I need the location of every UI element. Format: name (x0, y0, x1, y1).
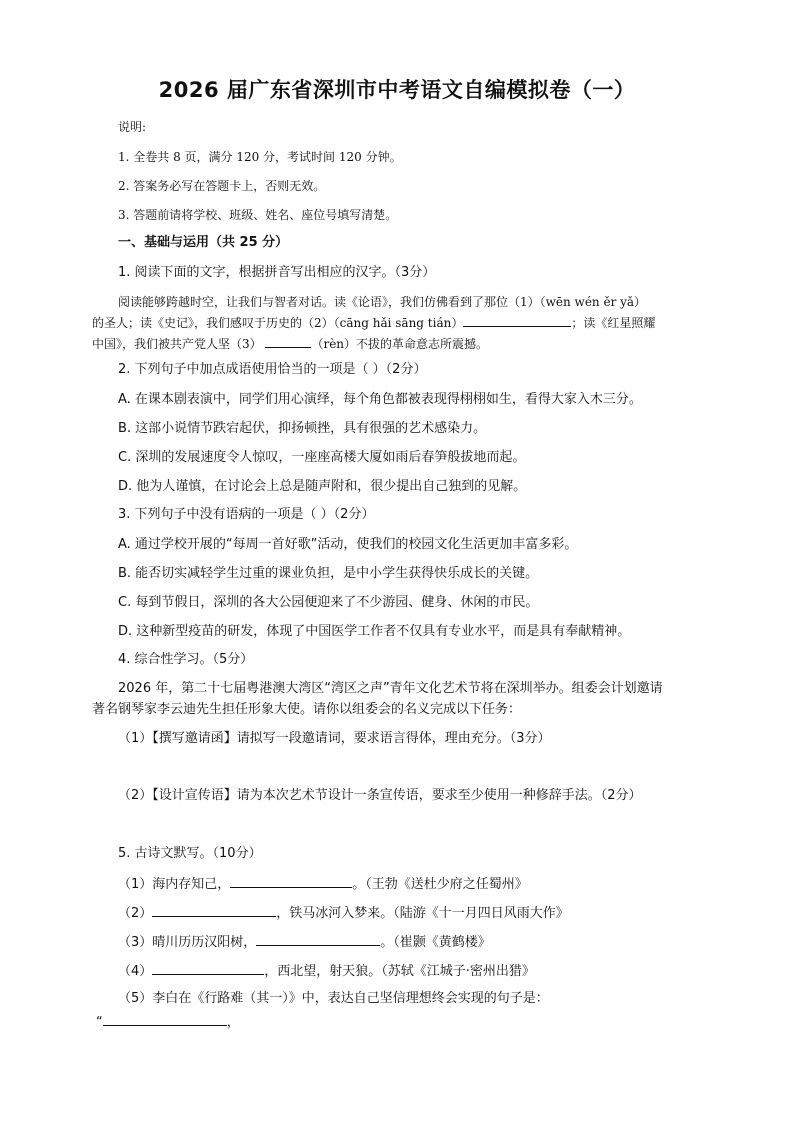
question-5-item (118, 932, 491, 952)
question-5-item: （5）李白在《行路难（其一）》中，表达自己坚信理想终会实现的句子是： (118, 991, 549, 1006)
instruction-item: 1. 全卷共 8 页，满分 120 分，考试时间 120 分钟。 (118, 150, 402, 164)
question-2-option: A. 在课本剧表演中，同学们用心演绎，每个角色都被表现得栩栩如生，看得大家入木三分。 (118, 392, 642, 407)
answer-blank[interactable] (463, 313, 571, 327)
question-5-item (118, 903, 569, 923)
question-4-paragraph-line: 著名钢琴家李云迪先生担任形象大使。请你以组委会的名义完成以下任务： (92, 702, 522, 717)
question-5-stem: 5. 古诗文默写。（10分） (118, 846, 262, 861)
instructions-heading: 说明: (118, 120, 147, 134)
question-3-option: B. 能否切实减轻学生过重的课业负担，是中小学生获得快乐成长的关键。 (118, 566, 539, 581)
question-5-text-segment: （2） (118, 906, 153, 921)
question-2-stem: 2. 下列句子中加点成语使用恰当的一项是（ ）（2分） (118, 362, 427, 377)
question-2-option: D. 他为人谨慎，在讨论会上总是随声附和，很少提出自己独到的见解。 (118, 479, 527, 494)
question-1-stem: 1. 阅读下面的文字，根据拼音写出相应的汉字。（3分） (118, 265, 436, 280)
question-5-text-segment: ，铁马冰河入梦来。（陆游《十一月四日风雨大作》 (276, 906, 569, 921)
question-3-option: A. 通过学校开展的“每周一首好歌”活动，使我们的校园文化生活更加丰富多彩。 (118, 537, 578, 552)
question-5-text-segment: 。（崔颢《黄鹤楼》 (380, 935, 491, 950)
question-3-stem: 3. 下列句子中没有语病的一项是（ ）（2分） (118, 507, 375, 522)
question-5-item (118, 874, 528, 894)
question-5-text-segment: ，西北望，射天狼。（苏轼《江城子·密州出猎》 (264, 964, 535, 979)
question-1-text-segment: ；读《红星照耀 (571, 316, 656, 330)
question-1-text-segment: 的圣人；读《史记》，我们感叹于历史的（2）（cāng hǎi sāng tián） (92, 316, 464, 330)
instruction-item: 2. 答案务必写在答题卡上，否则无效。 (118, 179, 326, 193)
answer-blank[interactable] (152, 961, 264, 975)
answer-blank[interactable] (230, 874, 352, 888)
question-2-option: B. 这部小说情节跌宕起伏，抑扬顿挫，具有很强的艺术感染力。 (118, 421, 487, 436)
question-1-text-segment: （rèn）不拔的革命意志所震撼。 (311, 337, 489, 351)
question-5-text-segment: （3）晴川历历汉阳树， (118, 935, 257, 950)
question-5-item (96, 1012, 240, 1032)
section-heading: 一、基础与运用（共 25 分） (118, 235, 289, 250)
question-1-text-line (92, 334, 488, 353)
question-1-text-segment: 中国》，我们被共产党人坚（3） (92, 337, 262, 351)
instruction-item: 3. 答题前请将学校、班级、姓名、座位号填写清楚。 (118, 208, 398, 222)
question-5-text-segment: （1）海内存知己， (118, 877, 231, 892)
answer-blank[interactable] (152, 903, 276, 917)
question-2-option: C. 深圳的发展速度令人惊叹，一座座高楼大厦如雨后春笋般拔地而起。 (118, 450, 526, 465)
question-4-stem: 4. 综合性学习。（5分） (118, 652, 254, 667)
answer-blank[interactable] (256, 932, 380, 946)
question-1-text-line (92, 313, 655, 332)
question-3-option: D. 这种新型疫苗的研发，体现了中国医学工作者不仅具有专业水平，而是具有奉献精神。 (118, 624, 631, 639)
answer-blank[interactable] (103, 1012, 227, 1026)
question-5-text-segment: ， (226, 1015, 240, 1030)
question-3-option: C. 每到节假日，深圳的各大公园便迎来了不少游园、健身、休闲的市民。 (118, 595, 539, 610)
exam-title: 2026 届广东省深圳市中考语文自编模拟卷（一） (158, 78, 636, 102)
question-5-text-segment: （4） (118, 964, 153, 979)
question-4-task: （2）【设计宣传语】请为本次艺术节设计一条宣传语，要求至少使用一种修辞手法。（2分） (118, 788, 642, 803)
question-4-task: （1）【撰写邀请函】请拟写一段邀请词，要求语言得体，理由充分。（3分） (118, 731, 551, 746)
question-5-text-segment: 。（王勃《送杜少府之任蜀州》 (352, 877, 528, 892)
question-4-paragraph-line: 2026 年，第二十七届粤港澳大湾区“湾区之声”青年文化艺术节将在深圳举办。组委会计划邀请 (118, 681, 663, 696)
answer-blank[interactable] (265, 334, 311, 348)
question-1-text-line: 阅读能够跨越时空，让我们与智者对话。读《论语》，我们仿佛看到了那位（1）（wēn wén ěr yǎ） (118, 295, 647, 309)
question-5-item (118, 961, 535, 981)
question-5-text-segment: “ (96, 1015, 103, 1030)
